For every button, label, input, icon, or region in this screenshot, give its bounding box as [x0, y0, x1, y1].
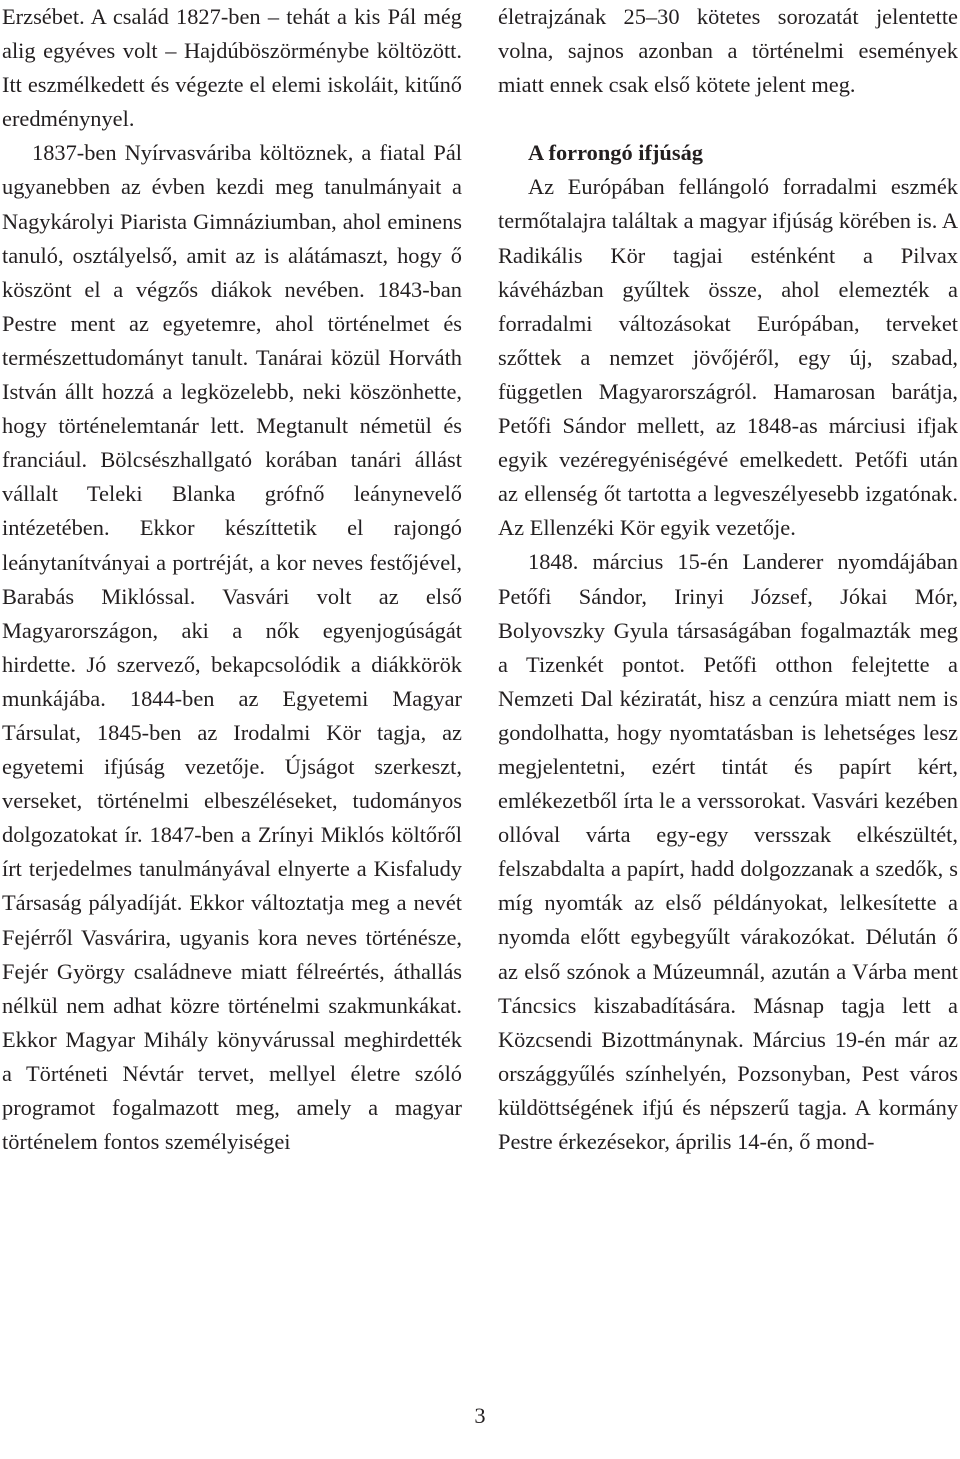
page-number: 3: [474, 1403, 486, 1428]
paragraph: 1837-ben Nyírvasváriba költöznek, a fiatal Pál ugyanebben az évben kezdi meg tanulmányait a Nagykárolyi Piarista Gimnáziumban, ahol eminens tanuló, osztályelső, amit az is alátámaszt, hogy ő köszönt el a végzős diákok nevében. 1843-ban Pestre ment az egyetemre, ahol történelmet és természettudományt tanult. Tanárai közül Horváth István állt hozzá a legközelebb, neki köszönhette, hogy történelemtanár lett. Megtanult németül és franciául. Bölcsészhallgató korában tanári állást vállalt Teleki Blanka grófnő leánynevelő intézetében. Ekkor készíttetik el rajongó leánytanítványai a portréját, a kor neves festőjével, Barabás Miklóssal. Vasvári volt az első Magyarországon, aki a nők egyenjogúságát hirdette. Jó szervező, bekapcsolódik a diákkörök munkájába. 1844-ben az Egyetemi Magyar Társulat, 1845-ben az Irodalmi Kör tagja, az egyetemi ifjúság vezetője. Újságot szerkeszt, verseket, történelmi elbeszéléseket, tudományos dolgozatokat ír. 1847-ben a Zrínyi Miklós költőről írt terjedelmes tanulmányával elnyerte a Kisfaludy Társaság pályadíját. Ekkor változtatja meg a nevét Fejérről Vasvárira, ugyanis kora neves történésze, Fejér György családneve miatt félreértés, áthallás nélkül nem adhat közre történelmi szakmunkákat. Ekkor Magyar Mihály könyvárussal meghirdették a Történeti Névtár tervet, mellyel életre szóló programot fogalmazott meg, amely a magyar történelem fontos személyiségei: [2, 140, 462, 1155]
right-column: [498, 0, 958, 1159]
left-column: [2, 0, 462, 1159]
paragraph: életrajzának 25–30 kötetes sorozatát jelentette volna, sajnos azonban a történelmi események miatt ennek csak első kötete jelent meg.: [498, 4, 958, 98]
section-heading: A forrongó ifjúság: [528, 140, 703, 166]
paragraph: Erzsébet. A család 1827-ben – tehát a kis Pál még alig egyéves volt – Hajdúböszörménybe költözött. Itt eszmélkedett és végezte el elemi iskoláit, kitűnő eredménynyel.: [2, 4, 462, 132]
paragraph: 1848. március 15-én Landerer nyomdájában Petőfi Sándor, Irinyi József, Jókai Mór, Bolyovszky Gyula társaságában fogalmazták meg a Tizenkét pontot. Petőfi otthon felejtette a Nemzeti Dal kéziratát, hisz a cenzúra miatt nem is gondolhatta, hogy nyomtatásban is lehetséges lesz megjelentetni, ezért tintát és papírt kért, emlékezetből írta le a verssorokat. Vasvári kezében ollóval várta egy-egy versszak elkészültét, felszabdalta a papírt, hadd dolgozzanak a szedők, s míg nyomták az első példányokat, lelkesítette a nyomda előtt egybegyűlt várakozókat. Délután ő az első szónok a Múzeumnál, azután a Várba ment Táncsics kiszabadítására. Másnap tagja lett a Közcsendi Bizottmánynak. Március 19-én már az országgyűlés színhelyén, Pozsonyban, Pest város küldöttségének ifjú és népszerű tagja. A kormány Pestre érkezésekor, április 14-én, ő mond-: [498, 549, 958, 1154]
paragraph: Az Európában fellángoló forradalmi eszmék termőtalajra találtak a magyar ifjúság körében is. A Radikális Kör tagjai esténként a Pilvax kávéházban gyűltek össze, ahol elemezték a forradalmi változásokat Európában, terveket szőttek a nemzet jövőjéről, egy új, szabad, független Magyarországról. Hamarosan barátja, Petőfi Sándor mellett, az 1848-as márciusi ifjak egyik vezéregyéniségévé emelkedett. Petőfi után az ellenség őt tartotta a legveszélyesebb izgatónak. Az Ellenzéki Kör egyik vezetője.: [498, 174, 958, 541]
